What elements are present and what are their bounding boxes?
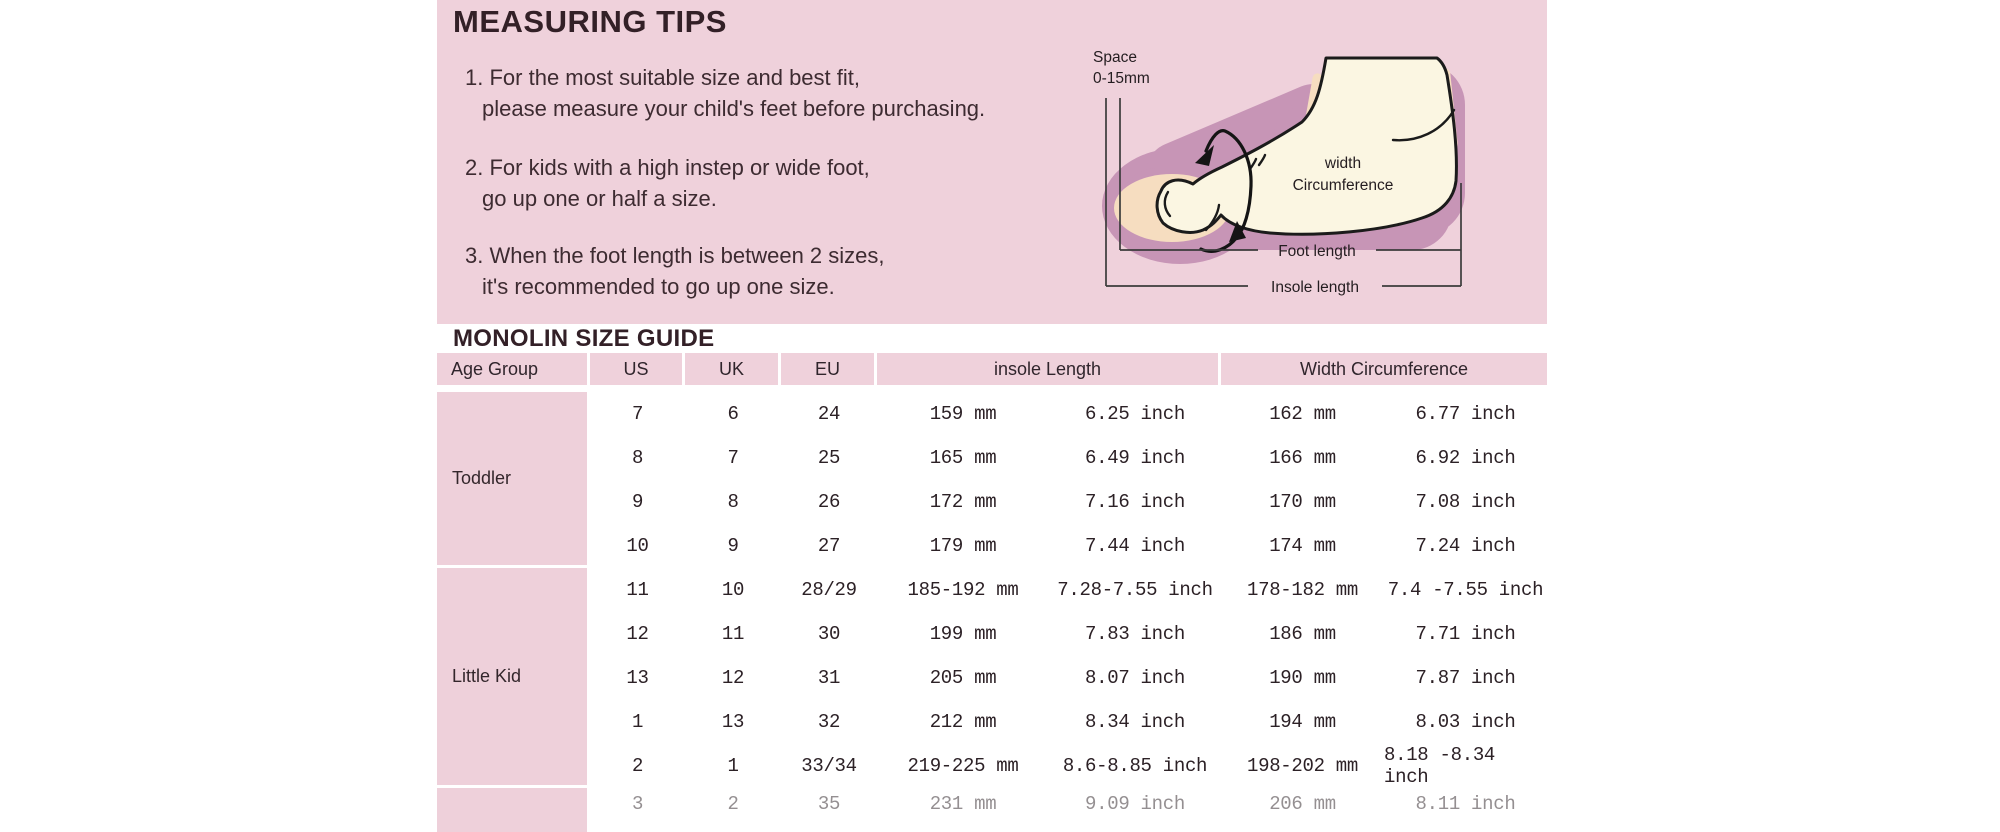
cell-insole-inch: 7.44 inch: [1085, 535, 1185, 557]
cell-width-inch: 6.92 inch: [1415, 447, 1516, 469]
cell-width-mm: 194 mm: [1269, 711, 1336, 733]
age-group-little-kid: Little Kid: [437, 568, 590, 788]
cell-width-mm: 166 mm: [1269, 447, 1336, 469]
cell-insole-inch: 6.49 inch: [1085, 447, 1185, 469]
cell-width-inch: 7.08 inch: [1415, 491, 1516, 513]
cell-us: 13: [626, 667, 649, 689]
space-label-line1: Space: [1093, 49, 1137, 66]
cell-us: 7: [631, 403, 644, 425]
cell-insole-mm: 219-225 mm: [907, 755, 1019, 777]
size-guide-title: MONOLIN SIZE GUIDE: [453, 325, 715, 352]
cell-us: 8: [631, 447, 644, 469]
cell-insole-mm: 172 mm: [929, 491, 997, 513]
size-guide-table: [437, 353, 1547, 832]
cell-uk: 7: [727, 447, 739, 469]
cell-width-inch: 8.03 inch: [1415, 711, 1516, 733]
cell-eu: 24: [817, 403, 841, 425]
cell-us: 3: [631, 793, 644, 815]
cell-insole-mm: 199 mm: [929, 623, 997, 645]
size-table-body: [437, 392, 1547, 832]
cell-uk: 9: [727, 535, 739, 557]
tip-2-number: 2.: [465, 155, 484, 180]
cell-uk: 2: [727, 793, 739, 815]
cell-insole-mm: 231 mm: [929, 793, 997, 815]
header-eu: EU: [781, 353, 877, 385]
tip-3-number: 3.: [465, 243, 484, 268]
tip-2-line2: go up one or half a size.: [482, 186, 717, 211]
cell-insole-mm: 165 mm: [929, 447, 997, 469]
cell-us: 1: [631, 711, 644, 733]
header-age-group: Age Group: [437, 353, 590, 385]
size-table-header: [437, 353, 1547, 385]
cell-eu: 26: [817, 491, 841, 513]
cell-insole-mm: 205 mm: [929, 667, 997, 689]
tip-1-line1: For the most suitable size and best fit,: [489, 65, 860, 90]
cell-eu: 31: [817, 667, 841, 689]
cell-insole-inch: 8.07 inch: [1085, 667, 1185, 689]
cell-insole-mm: 185-192 mm: [907, 579, 1019, 601]
cell-eu: 27: [817, 535, 841, 557]
cell-insole-inch: 7.83 inch: [1085, 623, 1185, 645]
cell-width-inch: 6.77 inch: [1415, 403, 1516, 425]
tip-1: [465, 62, 985, 124]
cell-eu: 35: [817, 793, 841, 815]
width-label-line1: width: [1324, 155, 1362, 172]
cell-us: 2: [631, 755, 644, 777]
cell-width-inch: 7.4 -7.55 inch: [1387, 579, 1544, 601]
tip-1-line2: please measure your child's feet before purchasing.: [482, 96, 986, 121]
cell-width-mm: 186 mm: [1269, 623, 1336, 645]
cell-width-mm: 162 mm: [1269, 403, 1336, 425]
cell-width-mm: 190 mm: [1269, 667, 1336, 689]
header-insole-length: insole Length: [877, 353, 1221, 385]
header-us: US: [590, 353, 685, 385]
cell-eu: 28/29: [801, 579, 857, 601]
cell-uk: 11: [721, 623, 745, 645]
cell-insole-mm: 212 mm: [929, 711, 997, 733]
cell-uk: 6: [727, 403, 739, 425]
cell-eu: 32: [817, 711, 841, 733]
cell-width-inch: 7.87 inch: [1415, 667, 1516, 689]
cell-us: 9: [631, 491, 644, 513]
cell-eu: 33/34: [801, 755, 857, 777]
cell-insole-inch: 8.34 inch: [1085, 711, 1185, 733]
measuring-tips-title: MEASURING TIPS: [453, 4, 727, 39]
cell-insole-inch: 8.6-8.85 inch: [1062, 755, 1208, 777]
cell-insole-inch: 7.28-7.55 inch: [1057, 579, 1213, 601]
cell-width-mm: 206 mm: [1269, 793, 1336, 815]
tip-3-line1: When the foot length is between 2 sizes,: [489, 243, 885, 268]
cell-insole-mm: 179 mm: [929, 535, 997, 557]
cell-uk: 10: [721, 579, 745, 601]
cell-width-mm: 174 mm: [1269, 535, 1336, 557]
header-uk: UK: [685, 353, 781, 385]
cell-us: 12: [626, 623, 649, 645]
cell-width-inch: 7.24 inch: [1415, 535, 1516, 557]
tip-3: [465, 240, 885, 302]
cell-uk: 1: [727, 755, 739, 777]
insole-length-label: Insole length: [1271, 279, 1359, 296]
cell-uk: 8: [727, 491, 739, 513]
cell-width-inch: 8.18 -8.34 inch: [1384, 744, 1496, 788]
foot-length-label: Foot length: [1278, 243, 1356, 260]
cell-insole-mm: 159 mm: [929, 403, 997, 425]
space-label-line2: 0-15mm: [1093, 70, 1150, 87]
cell-uk: 12: [721, 667, 745, 689]
cell-insole-inch: 9.09 inch: [1085, 793, 1185, 815]
cell-insole-inch: 7.16 inch: [1085, 491, 1185, 513]
cell-width-mm: 198-202 mm: [1246, 755, 1359, 777]
tip-2: [465, 152, 870, 214]
tip-2-line1: For kids with a high instep or wide foot,: [489, 155, 870, 180]
tip-1-number: 1.: [465, 65, 484, 90]
cell-width-mm: 178-182 mm: [1246, 579, 1359, 601]
cell-width-inch: 7.71 inch: [1415, 623, 1516, 645]
foot-measurement-diagram: [1060, 18, 1547, 318]
cell-insole-inch: 6.25 inch: [1085, 403, 1185, 425]
cell-width-mm: 170 mm: [1269, 491, 1336, 513]
cell-eu: 30: [817, 623, 841, 645]
cell-eu: 25: [817, 447, 841, 469]
width-label-line2: Circumference: [1292, 177, 1394, 194]
age-group-clipped: [437, 788, 590, 832]
tip-3-line2: it's recommended to go up one size.: [482, 274, 835, 299]
cell-us: 11: [626, 579, 649, 601]
cell-width-inch: 8.11 inch: [1415, 793, 1516, 815]
cell-uk: 13: [721, 711, 745, 733]
header-width-circumference: Width Circumference: [1221, 353, 1547, 385]
age-group-toddler: Toddler: [437, 392, 590, 568]
measuring-tips-panel: [437, 0, 1547, 324]
cell-us: 10: [626, 535, 649, 557]
